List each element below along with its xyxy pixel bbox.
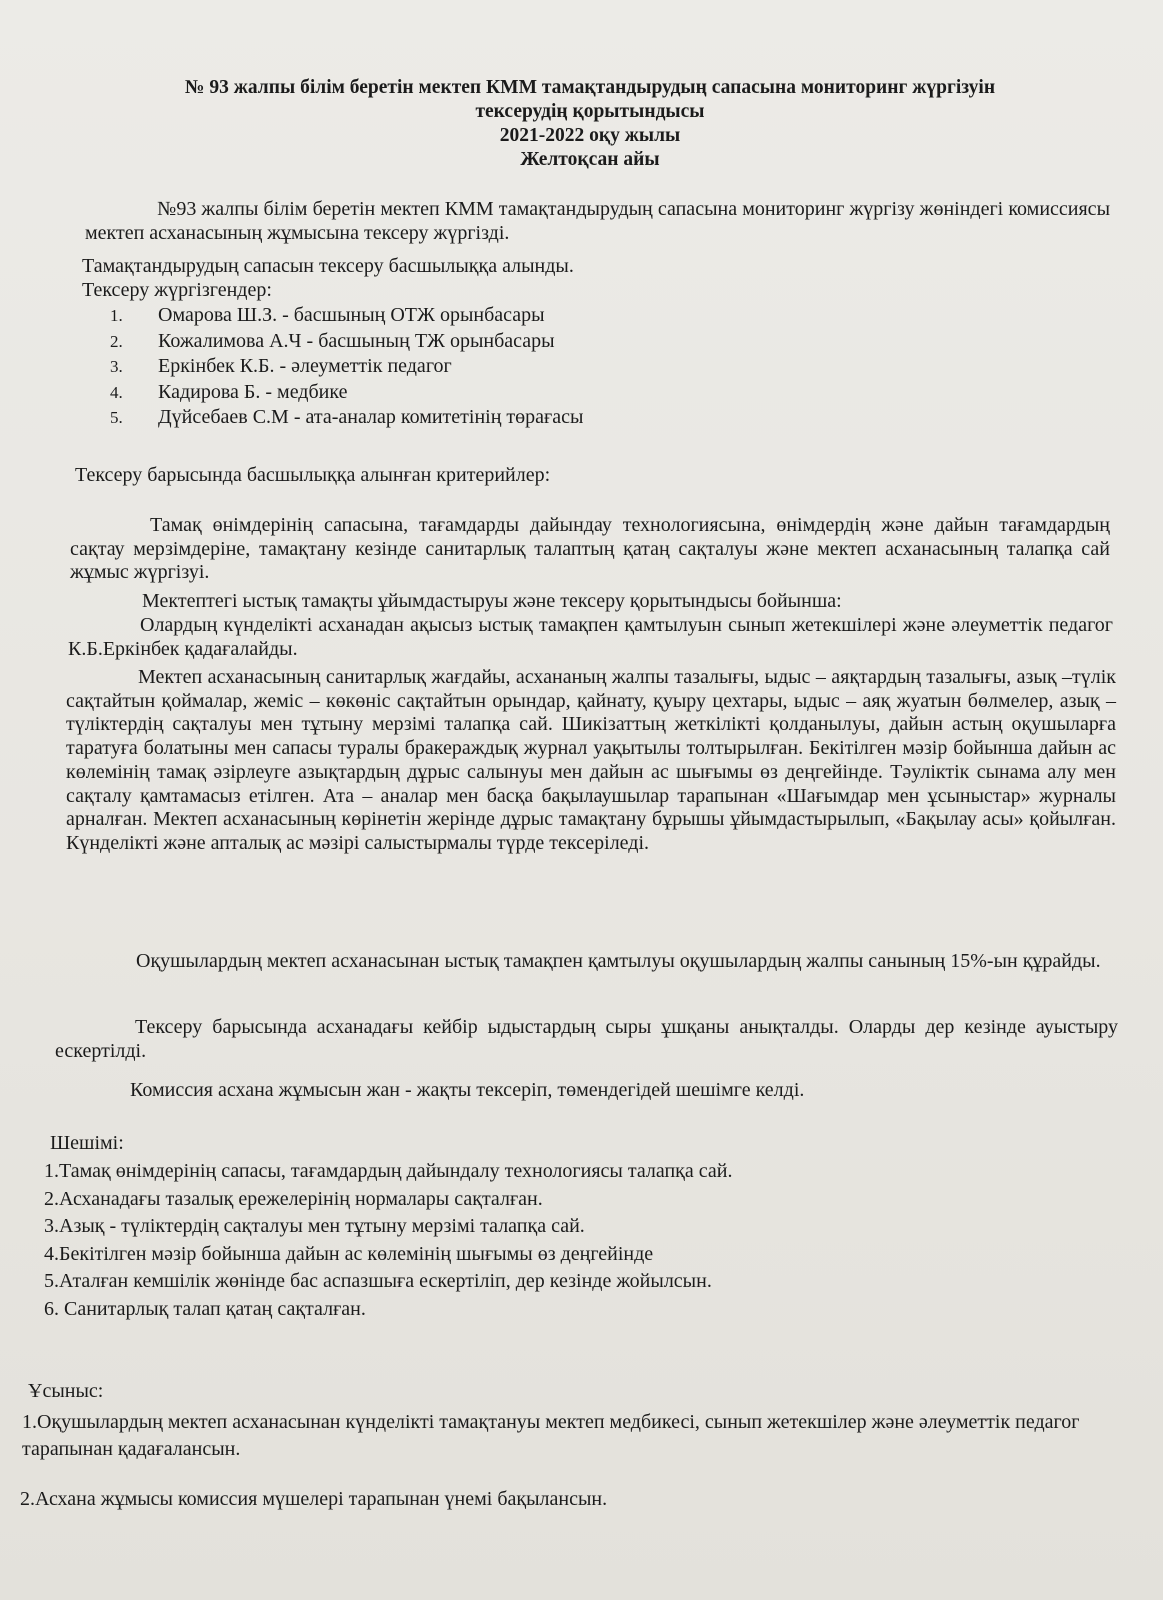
list-item: 5.Аталған кемшілік жөнінде бас аспазшыға ескертіліп, дер кезінде жойылсын. (44, 1270, 712, 1292)
title-line-3: 2021-2022 оқу жылы (499, 125, 681, 146)
decision-list (44, 1158, 732, 1323)
intro-paragraph: №93 жалпы білім беретін мектеп КММ тамақтандырудың сапасына мониторинг жүргізу жөніндегі комиссиясы мектеп асханасының жұмысына тексеру жүргізді. (85, 198, 1110, 244)
list-item: 1.Тамақ өнімдерінің сапасы, тағамдардың дайындалу технологиясы талапқа сай. (44, 1160, 733, 1182)
recommendation-item-2: 2.Асхана жұмысы комиссия мүшелері тарапынан үнемі бақылансын. (20, 1488, 608, 1510)
list-item: 3.Азық - түліктердің сақталуы мен тұтыну мерзімі талапқа сай. (44, 1215, 585, 1237)
recommendation-item-1: 1.Оқушылардың мектеп асханасынан күнделікті тамақтануы мектеп медбикесі, сынып жетекшілер және әлеуметтік педагог тарапынан қадағалансын. (22, 1411, 1080, 1460)
intro-basis: Тамақтандырудың сапасын тексеру басшылыққа алынды. (82, 255, 574, 277)
list-item: 5. Дүйсебаев С.М - ата-аналар комитетінің төрағасы (110, 406, 584, 428)
title-line-2: тексерудің қорытындысы (475, 101, 705, 122)
list-item: 4. Кадирова Б. - медбике (110, 380, 348, 403)
document-title (70, 76, 1110, 172)
body-paragraph-2: Мектептегі ыстық тамақты ұйымдастыруы және тексеру қорытындысы бойынша: (142, 590, 842, 612)
body-paragraph-7: Комиссия асхана жұмысын жан - жақты тексеріп, төмендегідей шешімге келді. (130, 1079, 805, 1101)
list-item: 4.Бекітілген мәзір бойынша дайын ас көлемінің шығымы өз деңгейінде (44, 1242, 654, 1265)
body-paragraph-5: Оқушылардың мектеп асханасынан ыстық тамақпен қамтылуы оқушылардың жалпы санының 15%-ын құрайды. (136, 950, 1101, 972)
body-paragraph-4: Мектеп асханасының санитарлық жағдайы, асхананың жалпы тазалығы, ыдыс – аяқтардың тазалығы, азық –түлік сақтайтын қоймалар, жеміс – көкөніс сақтайтын орындар, қайнату, қуыру цехтары, ыдыс – аяқ жуатын бөлмелер, азық – түліктердің сақталуы мен тұтыну мерзімі талапқа сай. Шикізаттың жеткілікті қолданылуы, дайын астың оқушыларға таратуға болатыны мен сапасы туралы бракераждық журнал уақытылы толтырылған. Бекітілген мәзір бойынша дайын ас көлемінің тамақ әзірлеуге азықтардың дұрыс салынуы мен дайын ас шығымы өз деңгейінде. Тәуліктік сынама алу мен сақталу қамтамасыз етілген. Ата – аналар мен басқа бақылаушылар тарапынан «Шағымдар мен ұсыныстар» журналы арналған. Мектеп асханасының көрінетін жерінде дұрыс тамақтану бұрышы ұйымдастырылып, «Бақылау асы» қойылған. Күнделікті және апталық ас мәзірі салыстырмалы түрде тексеріледі. (66, 666, 1116, 854)
body-paragraph-1: Тамақ өнімдерінің сапасына, тағамдарды дайындау технологиясына, өнімдердің және дайын тағамдардың сақтау мерзімдеріне, тамақтану кезінде санитарлық талаптың қатаң сақталуы және мектеп асханасының талапқа сай жұмыс жүргізуі. (70, 514, 1110, 584)
criteria-heading: Тексеру барысында басшылыққа алынған критерийлер: (75, 464, 551, 486)
body-paragraph-6: Тексеру барысында асханадағы кейбір ыдыстардың сыры ұшқаны анықталды. Оларды дер кезінде ауыстыру ескертілді. (55, 1016, 1118, 1062)
body-paragraph-3: Олардың күнделікті асханадан ақысыз ыстық тамақпен қамтылуын сынып жетекшілері және әлеуметтік педагог К.Б.Еркінбек қадағалайды. (68, 614, 1113, 660)
list-item: 3. Еркінбек К.Б. - әлеуметтік педагог (110, 355, 452, 377)
list-item: 2. Кожалимова А.Ч - басшының ТЖ орынбасары (110, 329, 555, 352)
recommendation-heading: Ұсыныс: (28, 1380, 104, 1402)
list-item: 6. Санитарлық талап қатаң сақталған. (44, 1297, 366, 1320)
inspectors-list (110, 303, 583, 431)
title-line-4: Желтоқсан айы (520, 149, 660, 170)
list-item: 2.Асханадағы тазалық ережелерінің нормалары сақталған. (44, 1187, 543, 1210)
inspectors-heading: Тексеру жүргізгендер: (82, 279, 272, 301)
list-item: 1. Омарова Ш.З. - басшының ОТЖ орынбасары (110, 304, 545, 326)
title-line-1: № 93 жалпы білім беретін мектеп КММ тамақтандырудың сапасына мониторинг жүргізуін (184, 77, 996, 98)
decision-heading: Шешімі: (50, 1132, 124, 1154)
